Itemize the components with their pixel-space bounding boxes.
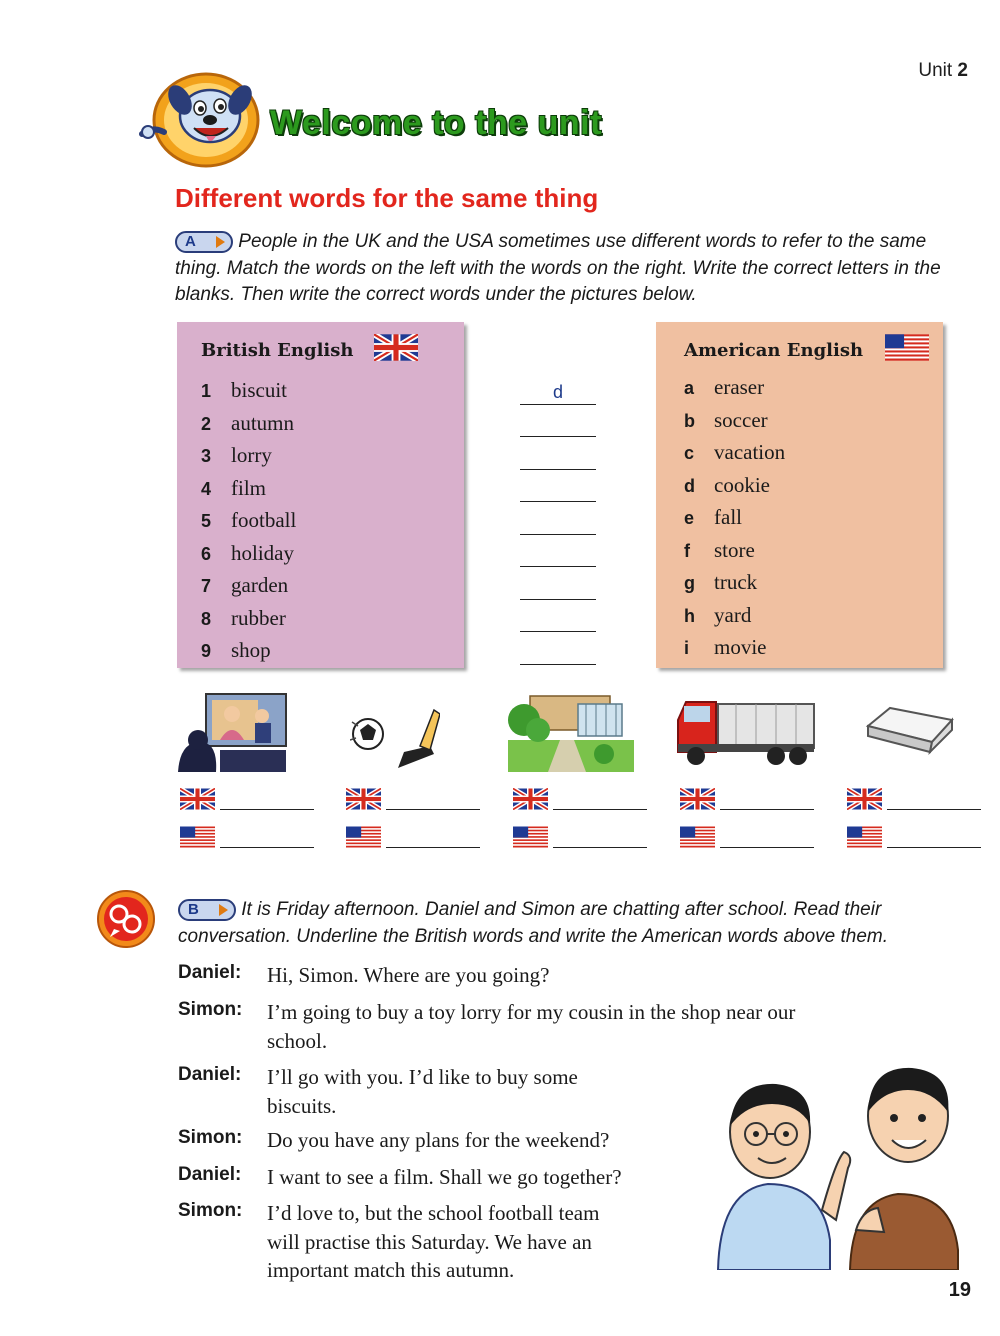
- dog-mascot-icon: [136, 70, 260, 170]
- item-number: 8: [201, 608, 212, 629]
- speaker-name: Daniel:: [178, 1064, 242, 1085]
- part-a-instruction: [175, 229, 955, 309]
- dialogue-text-line: I’d love to, but the school football team: [267, 1201, 600, 1225]
- american-word: store: [714, 537, 755, 562]
- answer-line[interactable]: [553, 847, 647, 848]
- us-answer-row: [346, 826, 486, 850]
- dialogue-text: [267, 1063, 578, 1120]
- item-letter: e: [684, 508, 695, 528]
- american-word: vacation: [714, 440, 786, 464]
- item-letter: a: [684, 378, 695, 398]
- dialogue-text-line: I’ll go with you. I’d like to buy some: [267, 1065, 578, 1089]
- unit-label: [918, 60, 968, 82]
- cinema-picture-icon: [176, 690, 288, 772]
- truck-picture-icon: [676, 690, 816, 772]
- uk-answer-row: [513, 788, 653, 812]
- part-b-badge-letter: B: [188, 900, 199, 918]
- speaker-name: Simon:: [178, 999, 243, 1020]
- item-letter: b: [684, 410, 695, 431]
- answer-blank[interactable]: [520, 535, 596, 568]
- british-word: autumn: [231, 410, 294, 435]
- dialogue-text: [267, 1163, 622, 1192]
- uk-flag-icon: [847, 788, 882, 810]
- dialogue-text: [267, 1199, 599, 1285]
- item-letter: f: [684, 540, 690, 561]
- us-flag-icon: [346, 826, 381, 848]
- american-word: truck: [714, 570, 758, 594]
- us-flag-icon: [847, 826, 882, 848]
- speaker-name: Daniel:: [178, 962, 242, 983]
- answer-line[interactable]: [887, 847, 981, 848]
- dialogue-text: [267, 998, 795, 1055]
- answer-line[interactable]: [220, 809, 314, 810]
- answer-line[interactable]: [887, 809, 981, 810]
- dialogue-text-line: biscuits.: [267, 1093, 337, 1118]
- speaker-name: Simon:: [178, 1127, 243, 1148]
- list-item: [684, 469, 785, 502]
- item-number: 4: [201, 478, 212, 499]
- list-item: [201, 472, 296, 505]
- list-item: [684, 501, 785, 534]
- dialogue-text-line: Do you have any plans for the weekend?: [267, 1128, 610, 1152]
- uk-answer-row: [180, 788, 320, 812]
- british-word: holiday: [231, 540, 294, 565]
- item-number: 2: [201, 413, 212, 434]
- item-number: 5: [201, 511, 212, 531]
- conversation-icon: [96, 889, 160, 949]
- eraser-picture-icon: [860, 690, 960, 772]
- answer-blank[interactable]: [520, 632, 596, 665]
- play-triangle-icon: [216, 236, 225, 248]
- list-item: [201, 374, 296, 407]
- item-number: 9: [201, 641, 212, 661]
- british-word: rubber: [231, 605, 286, 630]
- british-english-box: [177, 322, 464, 668]
- us-flag-icon: [513, 826, 548, 848]
- american-word: eraser: [714, 375, 765, 399]
- us-answer-row: [513, 826, 653, 850]
- british-word: biscuit: [231, 378, 287, 402]
- uk-answer-row: [847, 788, 987, 812]
- us-flag-icon: [180, 826, 215, 848]
- answer-blank[interactable]: [520, 405, 596, 438]
- american-english-heading: American English: [684, 340, 864, 361]
- british-word: lorry: [231, 443, 272, 467]
- item-letter: g: [684, 573, 695, 593]
- answer-blank[interactable]: [520, 372, 596, 405]
- uk-flag-icon: [346, 788, 381, 810]
- uk-flag-icon: [374, 334, 418, 361]
- part-b-instruction-text: It is Friday afternoon. Daniel and Simon are chatting after school. Read their conversation. Underline the British words and write the American words above them.: [178, 899, 889, 947]
- british-word: film: [231, 475, 266, 500]
- list-item: [684, 534, 785, 567]
- us-answer-row: [847, 826, 987, 850]
- dialogue-text: [267, 1126, 609, 1155]
- unit-title: Welcome to the unit: [270, 104, 602, 142]
- answer-blank[interactable]: [520, 502, 596, 535]
- american-word-list: [684, 371, 785, 664]
- list-item: [684, 599, 785, 632]
- american-word: movie: [714, 635, 767, 659]
- list-item: [201, 634, 296, 667]
- page-number: 19: [948, 1279, 971, 1301]
- dialogue-text-line: Hi, Simon. Where are you going?: [267, 963, 550, 987]
- play-triangle-icon: [219, 904, 228, 916]
- item-letter: i: [684, 638, 690, 658]
- list-item: [201, 569, 296, 602]
- answer-line[interactable]: [553, 809, 647, 810]
- uk-answer-row: [680, 788, 820, 812]
- item-letter: c: [684, 443, 695, 463]
- dialogue-text-line: school.: [267, 1028, 328, 1053]
- american-word: soccer: [714, 407, 768, 432]
- answer-line[interactable]: [386, 847, 480, 848]
- part-a-instruction-text: People in the UK and the USA sometimes use different words to refer to the same thing. Match the words on the left with the words on the right. Write the correct letters in the blanks. Then write the correct words under the pictures below.: [175, 231, 941, 305]
- uk-flag-icon: [680, 788, 715, 810]
- dialogue-text-line: I’m going to buy a toy lorry for my cousin in the shop near our: [267, 1000, 796, 1024]
- dialogue-text-line: will practise this Saturday. We have an: [267, 1229, 592, 1254]
- us-flag-icon: [885, 334, 929, 361]
- item-number: 6: [201, 543, 212, 564]
- british-word: football: [231, 508, 297, 532]
- speaker-name: Daniel:: [178, 1164, 242, 1185]
- dialogue-text-line: I want to see a film. Shall we go together?: [267, 1165, 622, 1189]
- list-item: [684, 631, 785, 664]
- item-number: 7: [201, 576, 212, 596]
- us-answer-row: [180, 826, 320, 850]
- american-word: yard: [714, 602, 752, 627]
- part-b-badge: [178, 899, 236, 921]
- answer-line[interactable]: [220, 847, 314, 848]
- match-answer-blanks: [520, 372, 596, 665]
- us-answer-row: [680, 826, 820, 850]
- list-item: [684, 371, 785, 404]
- answer-blank[interactable]: [520, 567, 596, 600]
- answer-line[interactable]: [720, 809, 814, 810]
- item-letter: d: [684, 475, 695, 496]
- list-item: [201, 537, 296, 570]
- boys-illustration-icon: [712, 1060, 964, 1270]
- american-word: cookie: [714, 472, 770, 497]
- answer-letter: d: [552, 381, 563, 402]
- british-word-list: [201, 374, 296, 667]
- uk-flag-icon: [513, 788, 548, 810]
- item-number: 1: [201, 381, 212, 401]
- item-letter: h: [684, 605, 695, 626]
- unit-label-text: Unit: [918, 60, 953, 81]
- list-item: [201, 407, 296, 440]
- american-word: fall: [714, 505, 742, 529]
- part-a-badge-letter: A: [185, 232, 196, 250]
- list-item: [684, 404, 785, 437]
- answer-line[interactable]: [386, 809, 480, 810]
- part-a-badge: [175, 231, 233, 253]
- item-number: 3: [201, 446, 212, 466]
- list-item: [201, 439, 296, 472]
- answer-blank[interactable]: [520, 437, 596, 470]
- uk-flag-icon: [180, 788, 215, 810]
- unit-number: 2: [957, 60, 968, 81]
- british-word: garden: [231, 573, 289, 597]
- list-item: [684, 436, 785, 469]
- dialogue-text-line: important match this autumn.: [267, 1258, 515, 1282]
- part-b-instruction: [178, 897, 968, 950]
- us-flag-icon: [680, 826, 715, 848]
- garden-picture-icon: [508, 690, 634, 772]
- speaker-name: Simon:: [178, 1200, 243, 1221]
- list-item: [201, 504, 296, 537]
- american-english-box: [656, 322, 943, 668]
- answer-line[interactable]: [720, 847, 814, 848]
- list-item: [201, 602, 296, 635]
- dialogue-text: [267, 961, 549, 990]
- answer-blank[interactable]: [520, 470, 596, 503]
- uk-answer-row: [346, 788, 486, 812]
- list-item: [684, 566, 785, 599]
- answer-blank[interactable]: [520, 600, 596, 633]
- section-title: Different words for the same thing: [175, 183, 599, 213]
- british-word: shop: [231, 638, 271, 662]
- british-english-heading: British English: [201, 340, 354, 361]
- football-picture-icon: [350, 690, 440, 772]
